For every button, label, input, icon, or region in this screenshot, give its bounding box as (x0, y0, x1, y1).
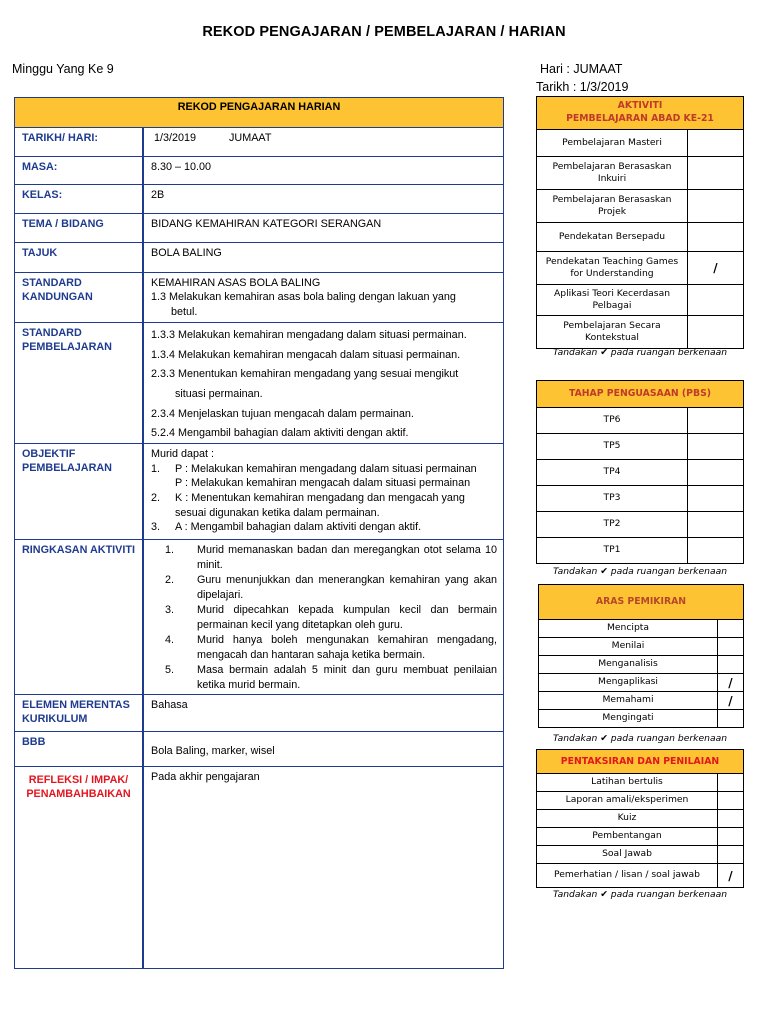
table-row (537, 511, 743, 537)
bbb-label: BBB (15, 732, 144, 766)
abad21-table (536, 96, 744, 349)
checkbox-cell[interactable] (687, 434, 743, 459)
record-table (14, 97, 504, 969)
checkbox-cell[interactable]: / (717, 674, 743, 691)
aras-title: ARAS PEMIKIRAN (539, 585, 743, 619)
list-item: 3. A : Mengambil bahagian dalam aktiviti dengan aktif. (151, 521, 422, 534)
sp-item: 1.3.3 Melakukan kemahiran mengadang dalam situasi permainan. (151, 329, 467, 341)
pentaksiran-row-label: Pemerhatian / lisan / soal jawab (553, 869, 701, 881)
tema-value: BIDANG KEMAHIRAN KATEGORI SERANGAN (151, 218, 382, 230)
table-row (537, 189, 743, 222)
kelas-label: KELAS: (15, 185, 144, 213)
checkbox-cell[interactable] (717, 792, 743, 809)
checkbox-cell[interactable] (717, 620, 743, 637)
kelas-value: 2B (151, 189, 165, 201)
checkbox-cell[interactable] (687, 190, 743, 222)
sp-item: 2.3.4 Menjelaskan tujuan mengacah dalam permainan. (151, 407, 414, 420)
pentaksiran-note: Tandakan ✔ pada ruangan berkenaan (552, 889, 728, 900)
checkbox-cell[interactable] (687, 460, 743, 485)
abad21-note: Tandakan ✔ pada ruangan berkenaan (552, 347, 728, 358)
day-label: Hari : JUMAAT (540, 62, 623, 76)
aras-row-label: Menganalisis (598, 658, 658, 670)
objektif-value (144, 444, 503, 539)
objektif-intro: Murid dapat : (151, 448, 215, 460)
abad21-row-label: Pembelajaran Masteri (562, 136, 662, 148)
table-row (537, 485, 743, 511)
table-row (539, 637, 743, 655)
table-row (537, 791, 743, 809)
table-row (537, 129, 743, 156)
tajuk-label: TAJUK (15, 243, 144, 272)
tema-label: TEMA / BIDANG (15, 214, 144, 242)
pentaksiran-row-label: Latihan bertulis (591, 776, 663, 788)
row-elemen (15, 694, 503, 731)
table-row (537, 222, 743, 251)
table-row (537, 407, 743, 433)
table-row (539, 709, 743, 727)
checkbox-cell[interactable] (687, 486, 743, 511)
abad21-rows (537, 129, 743, 348)
pentaksiran-row-label: Kuiz (617, 812, 637, 824)
pbs-title: TAHAP PENGUASAAN (PBS) (537, 381, 743, 407)
ringkasan-label: RINGKASAN AKTIVITI (15, 540, 144, 694)
tarikh-value (144, 128, 503, 156)
sk-value (144, 273, 503, 322)
pentaksiran-row-label: Soal Jawab (602, 848, 652, 860)
pbs-row-label: TP1 (603, 544, 621, 556)
row-refleksi (15, 766, 503, 968)
refleksi-value: Pada akhir pengajaran (151, 771, 260, 783)
elemen-value: Bahasa (151, 699, 188, 711)
pentaksiran-row-label: Pembentangan (592, 830, 662, 842)
list-item: 1. P : Melakukan kemahiran mengadang dalam situasi permainan (151, 462, 477, 475)
aras-row-label: Mengingati (602, 712, 654, 724)
checkbox-cell[interactable] (717, 774, 743, 791)
aras-row-label: Mengaplikasi (598, 676, 658, 688)
list-item: 3. Murid dipecahkan kepada kumpulan kecil dan bermain permainan kecil yang ditetapkan oleh guru. (165, 604, 497, 631)
aras-table (538, 584, 744, 728)
pentaksiran-table (536, 749, 744, 888)
list-item: P : Melakukan kemahiran mengacah dalam situasi permainan (175, 477, 471, 490)
table-row (537, 845, 743, 863)
abad21-row-label: Pembelajaran Berasaskan Projek (552, 193, 672, 217)
checkbox-cell[interactable] (687, 130, 743, 156)
table-row (537, 863, 743, 887)
checkbox-cell[interactable] (687, 408, 743, 433)
bbb-value: Bola Baling, marker, wisel (151, 745, 275, 757)
table-row (537, 773, 743, 791)
checkbox-cell[interactable] (717, 810, 743, 827)
aras-row-label: Menilai (611, 640, 645, 652)
checkbox-cell[interactable] (717, 656, 743, 673)
abad21-row-label: Pembelajaran Berasaskan Inkuiri (552, 160, 672, 184)
row-masa (15, 156, 503, 184)
checkbox-cell[interactable] (717, 828, 743, 845)
abad21-row-label: Pendekatan Bersepadu (558, 230, 666, 242)
pbs-row-label: TP5 (603, 440, 621, 452)
row-objektif (15, 443, 503, 539)
elemen-label: ELEMEN MERENTAS KURIKULUM (15, 695, 144, 731)
table-row (537, 156, 743, 189)
abad21-title-line: PEMBELAJARAN ABAD KE-21 (566, 113, 714, 125)
date-label: Tarikh : 1/3/2019 (536, 80, 629, 94)
pbs-row-label: TP4 (603, 466, 621, 478)
masa-value: 8.30 – 10.00 (151, 161, 212, 173)
pbs-rows (537, 407, 743, 563)
list-item: 2. K : Menentukan kemahiran mengadang dan mengacah yang sesuai digunakan ketika dalam permainan. (151, 492, 465, 519)
abad21-row-label: Pembelajaran Secara Kontekstual (563, 319, 661, 343)
objektif-list (151, 462, 496, 535)
aras-row-label: Mencipta (606, 622, 650, 634)
row-tema (15, 213, 503, 242)
table-row (539, 691, 743, 709)
checkbox-cell[interactable]: / (687, 252, 743, 284)
ringkasan-value (144, 540, 503, 694)
pentaksiran-rows (537, 773, 743, 887)
week-label: Minggu Yang Ke 9 (12, 62, 114, 76)
abad21-row-label: Pendekatan Teaching Games for Understanding (545, 255, 679, 279)
table-row (537, 809, 743, 827)
row-ringkasan (15, 539, 503, 694)
checkbox-cell[interactable] (687, 157, 743, 189)
table-row (537, 827, 743, 845)
list-item: 4. Murid hanya boleh mengunakan kemahiran mengadang, mengacah dan hantaran sahaja ketika bermain. (165, 634, 497, 661)
table-row (537, 251, 743, 284)
abad21-title-line: AKTIVITI (617, 100, 663, 111)
checkbox-cell[interactable] (687, 285, 743, 315)
sk-line: KEMAHIRAN ASAS BOLA BALING (151, 277, 321, 289)
checkbox-cell[interactable] (717, 846, 743, 863)
sp-item: 5.2.4 Mengambil bahagian dalam aktiviti dengan aktif. (151, 427, 409, 440)
sp-item: 2.3.3 Menentukan kemahiran mengadang yang sesuai mengikut (151, 368, 459, 381)
abad21-row-label: Aplikasi Teori Kecerdasan Pelbagai (553, 287, 671, 311)
tarikh-label: TARIKH/ HARI: (15, 128, 144, 156)
list-item: 5. Masa bermain adalah 5 minit dan guru membuat penilaian ketika murid bermain. (165, 664, 497, 691)
table-row (537, 459, 743, 485)
sk-line: betul. (171, 305, 198, 318)
sk-line: 1.3 Melakukan kemahiran asas bola baling dengan lakuan yang (151, 291, 456, 304)
sk-label: STANDARD KANDUNGAN (15, 273, 144, 322)
checkbox-cell[interactable]: / (717, 864, 743, 887)
sp-label: STANDARD PEMBELAJARAN (15, 323, 144, 443)
table-row (537, 284, 743, 315)
row-bbb (15, 731, 503, 766)
pbs-row-label: TP2 (603, 518, 621, 530)
row-standard-kandungan (15, 272, 503, 322)
sp-item: situasi permainan. (175, 387, 263, 400)
pbs-row-label: TP6 (603, 414, 621, 426)
tarikh-date: 1/3/2019 (154, 132, 197, 144)
tarikh-day: JUMAAT (229, 132, 272, 144)
aras-note: Tandakan ✔ pada ruangan berkenaan (552, 733, 728, 744)
list-item: 1. Murid memanaskan badan dan meregangkan otot selama 10 minit. (165, 544, 497, 571)
aras-row-label: Memahami (602, 694, 654, 706)
refleksi-label: REFLEKSI / IMPAK/ PENAMBAHBAIKAN (15, 767, 144, 968)
row-standard-pembelajaran (15, 322, 503, 443)
list-item: 2. Guru menunjukkan dan menerangkan kemahiran yang akan dipelajari. (165, 574, 497, 601)
masa-label: MASA: (15, 157, 144, 184)
checkbox-cell[interactable] (687, 538, 743, 563)
checkbox-cell[interactable] (687, 512, 743, 537)
checkbox-cell[interactable]: / (717, 692, 743, 709)
sp-value (144, 323, 503, 443)
tajuk-value: BOLA BALING (151, 247, 222, 259)
objektif-label: OBJEKTIF PEMBELAJARAN (15, 444, 144, 539)
table-row (537, 537, 743, 563)
ringkasan-list (151, 543, 497, 693)
checkbox-cell[interactable] (717, 710, 743, 727)
pentaksiran-title: PENTAKSIRAN DAN PENILAIAN (537, 750, 743, 773)
pbs-note: Tandakan ✔ pada ruangan berkenaan (552, 566, 728, 577)
sp-item: 1.3.4 Melakukan kemahiran mengacah dalam situasi permainan. (151, 348, 461, 361)
table-row (539, 673, 743, 691)
row-tarikh (15, 128, 503, 156)
checkbox-cell[interactable] (717, 638, 743, 655)
table-row (537, 433, 743, 459)
abad21-title (537, 97, 743, 129)
pbs-row-label: TP3 (603, 492, 621, 504)
pentaksiran-row-label: Laporan amali/eksperimen (565, 794, 689, 806)
aras-rows (539, 619, 743, 727)
table-row (539, 655, 743, 673)
page-title: REKOD PENGAJARAN / PEMBELAJARAN / HARIAN (202, 24, 566, 40)
record-banner: REKOD PENGAJARAN HARIAN (15, 98, 503, 128)
pbs-table (536, 380, 744, 564)
checkbox-cell[interactable] (687, 223, 743, 251)
row-tajuk (15, 242, 503, 272)
table-row (539, 619, 743, 637)
row-kelas (15, 184, 503, 213)
